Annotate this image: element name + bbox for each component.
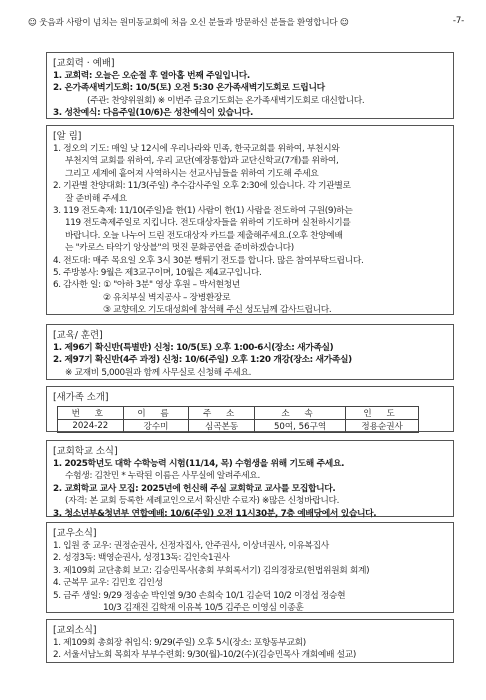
list-item: ※ 교재비 5,000원과 함께 사무실로 신청해 주세요.	[65, 367, 252, 378]
new-family-table	[57, 406, 419, 433]
list-item: 1. 정오의 기도: 매일 낮 12시에 우리나라와 민족, 한국교회를 위하여, 부천시와	[53, 144, 340, 154]
table-cell: 심곡본동	[189, 420, 255, 433]
list-item: 잘 준비해 주세요	[65, 193, 127, 204]
section-title: [교회력 · 예배]	[53, 58, 115, 69]
table-cell: 정용순권사	[346, 420, 419, 433]
list-item: 3. 119 전도축제: 11/10(주일)을 한(1) 사람이 한(1) 사람을 전도하여 구원(9)하는	[53, 206, 353, 217]
list-item: 1. 교회력: 오늘은 오순절 후 열아홉 번째 주일입니다.	[53, 71, 250, 81]
column-header: 이 름	[123, 407, 189, 420]
list-item: 2. 기관별 찬양대회: 11/3(주일) 추수감사주일 오후 2:30에 있습니다. 각 기관별로	[53, 181, 351, 192]
section-title: [알 림]	[53, 131, 82, 142]
list-item: 4. 전도대: 매주 목요일 오후 3시 30분 뻥튀기 전도를 합니다. 많은 참여부탁드립니다.	[53, 255, 364, 266]
list-item: 바랍니다. 오늘 나누어 드린 전도대상자 카드를 제출해주세요.(오후 찬양예배	[65, 230, 343, 241]
column-header: 소 속	[254, 407, 345, 420]
list-item: 1. 제109회 총회장 취임식: 9/29(주일) 오후 5시(장소: 포항동부교회)	[53, 638, 306, 648]
list-item: 1. 입원 중 교우: 권정순권사, 신정자집사, 안주권사, 이상녀권사, 이유복집사	[53, 541, 329, 551]
list-item: 2. 교회학교 교사 모집: 2025년에 헌신해 주실 교회학교 교사를 모집합니다.	[53, 483, 336, 494]
section-external-news	[46, 619, 454, 663]
list-item: 2. 제97기 확신반(4주 과정) 신청: 10/6(주일) 오후 1:20 개강(장소: 새가족실)	[53, 355, 352, 366]
list-item: ② 유치부실 벽지공사 – 장병환장로	[103, 292, 231, 303]
table-row	[58, 420, 419, 433]
section-church-school	[46, 440, 454, 517]
list-item: 5. 금주 생일: 9/29 정송순 박인열 9/30 손희숙 10/1 김순덕 10/2 이경섭 정승현	[53, 590, 346, 601]
list-item: 수험생: 김찬민 * 누락된 이름은 사무실에 알려주세요.	[65, 471, 260, 482]
welcome-banner: ☺ 웃음과 사랑이 넘치는 원미동교회에 처음 오신 분들과 방문하신 분들을 환영합니다 ☺	[28, 18, 349, 28]
list-item: 10/3 김재진 김학재 이유복 10/5 김주은 이영심 이종훈	[103, 603, 304, 614]
section-education	[46, 324, 454, 380]
list-item: 그리고 세계에 흩어져 사역하시는 선교사님들을 위하여 기도해 주세요	[65, 168, 319, 179]
list-item: 6. 감사한 일: ① "아하 3분" 영상 후원 – 박서현청년	[53, 280, 240, 291]
section-title: [새가족 소개]	[53, 392, 109, 403]
column-header: 주 소	[189, 407, 255, 420]
list-item: 119 전도축제주일로 지킵니다. 전도대상자들을 위하여 기도하며 실천하시기를	[65, 218, 351, 229]
section-title: [교육/ 훈련]	[53, 330, 103, 341]
table-cell: 2024-22	[58, 420, 124, 433]
list-item: 2. 온가족새벽기도회: 10/5(토) 오전 5:30 온가족새벽기도회로 드립니다	[53, 83, 325, 94]
section-new-family	[46, 386, 454, 432]
table-header-row	[58, 407, 419, 420]
list-item: 는 "카로스 타악기 앙상블"의 멋진 문화공연을 준비하겠습니다)	[65, 243, 294, 254]
section-title: [교회학교 소식]	[53, 446, 118, 457]
list-item: 3. 성찬예식: 다음주일(10/6)은 성찬예식이 있습니다.	[53, 108, 253, 119]
list-item: 3. 제109회 교단총회 보고: 김승민목사(총회 부회록서기) 김의경장로(헌법위원회 회계)	[53, 565, 370, 576]
column-header: 번 호	[58, 407, 124, 420]
page-header	[28, 16, 468, 28]
list-item: 부천지역 교회를 위하여, 우리 교단(예장통합)과 교단신학교(7개)를 위하여,	[65, 156, 339, 167]
table-cell: 강수미	[123, 420, 189, 433]
list-item: (주관: 찬양위원회) ※ 이번주 금요기도회는 온가족새벽기도회로 대신합니다.	[87, 95, 365, 106]
list-item: 1. 제96기 확신반(특별반) 신청: 10/5(토) 오후 1:00-6시(장소: 새가족실)	[53, 343, 334, 353]
section-announcements	[46, 125, 454, 315]
section-church-calendar	[46, 52, 454, 119]
list-item: 2. 성경3독: 백영순권사, 성경13독: 김인숙1권사	[53, 553, 230, 564]
page-number: -7-	[452, 16, 464, 26]
section-title: [교외소식]	[53, 625, 97, 636]
column-header: 인 도	[346, 407, 419, 420]
list-item: 5. 주방봉사: 9월은 제3교구이며, 10월은 제4교구입니다.	[53, 268, 262, 279]
list-item: 1. 2025학년도 대학 수학능력 시험(11/14, 목) 수험생을 위해 기도해 주세요.	[53, 459, 345, 469]
list-item: 4. 군복무 교우: 김민호 김인성	[53, 578, 163, 589]
list-item: (자격: 본 교회 등록한 세례교인으로서 확신반 수료자) ※많은 신청바랍니다.	[65, 496, 340, 507]
list-item: ③ 교향데오 기도대성회에 참석해 주신 성도님께 감사드립니다.	[103, 305, 332, 316]
table-cell: 50여, 56구역	[254, 420, 345, 433]
section-title: [교우소식]	[53, 528, 97, 539]
section-member-news	[46, 522, 454, 613]
list-item: 2. 서울서남노회 목회자 부부수련회: 9/30(월)-10/2(수)(김승민목사 개회예배 설교)	[53, 650, 357, 661]
list-item: 3. 청소년부&청년부 연합예배: 10/6(주일) 오전 11시30분, 7층 예배당에서 있습니다.	[53, 508, 377, 519]
